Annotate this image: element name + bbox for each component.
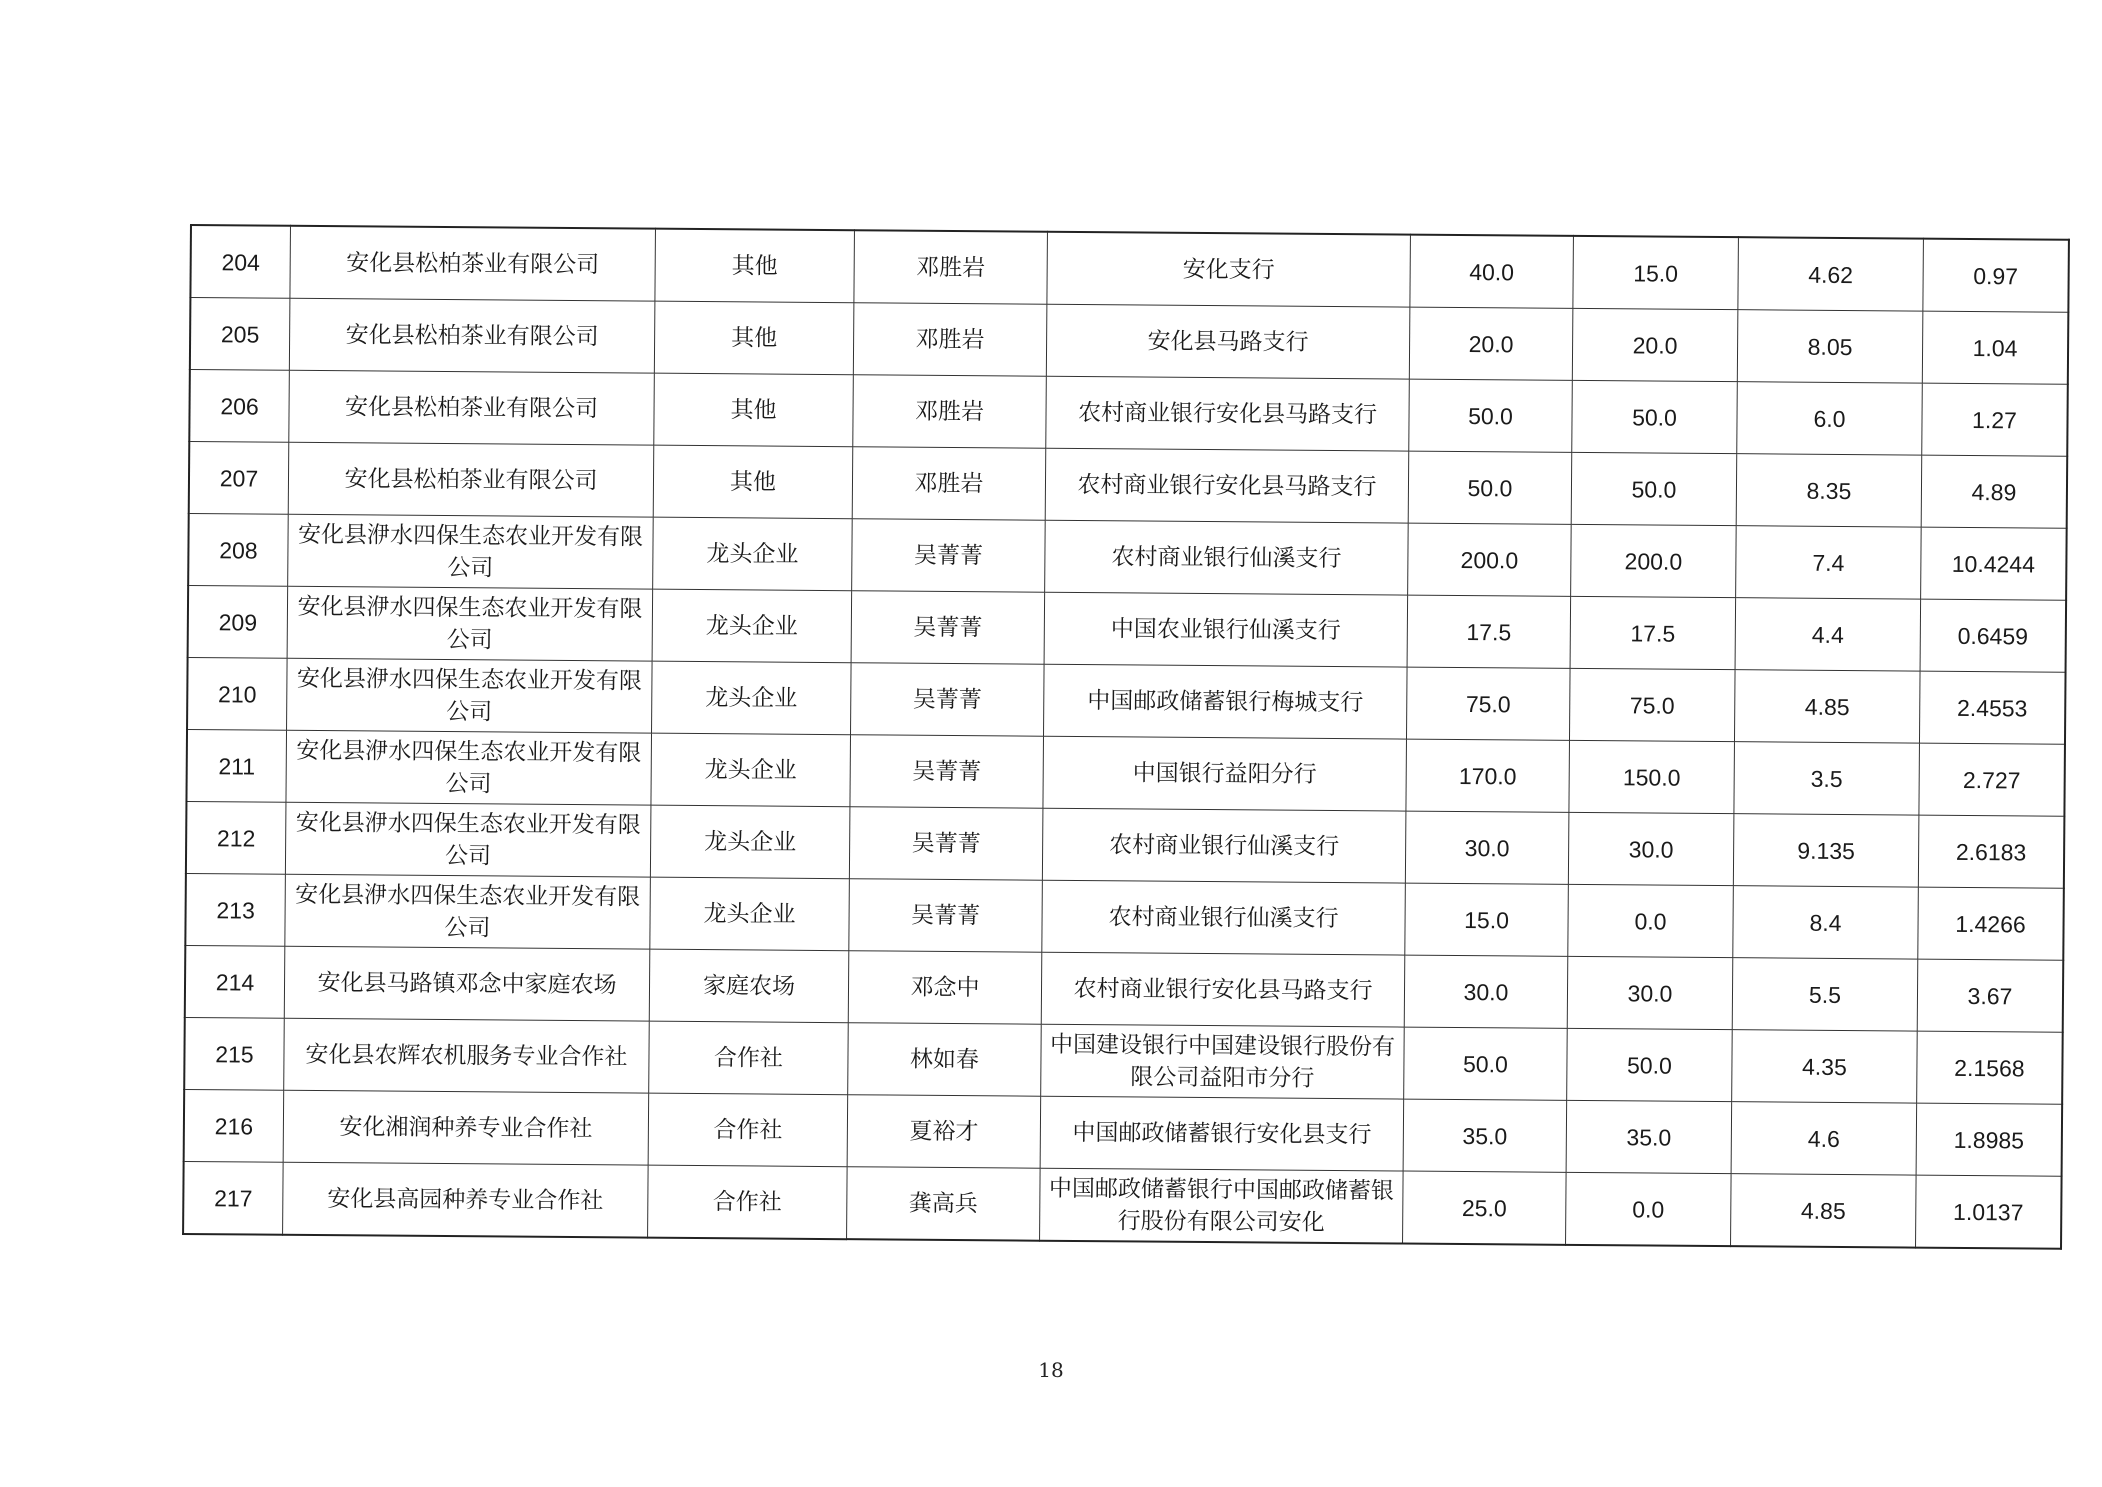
cell-value-3: 8.35 xyxy=(1736,454,1922,527)
cell-row-number: 210 xyxy=(187,657,287,730)
cell-entity-type: 其他 xyxy=(654,373,854,447)
cell-value-4: 1.27 xyxy=(1922,383,2068,456)
cell-value-2: 0.0 xyxy=(1566,1172,1732,1246)
cell-value-3: 4.35 xyxy=(1732,1030,1918,1103)
cell-entity-type: 合作社 xyxy=(648,1165,848,1239)
cell-value-3: 3.5 xyxy=(1734,742,1920,815)
cell-value-4: 3.67 xyxy=(1917,959,2063,1032)
cell-value-3: 4.85 xyxy=(1734,670,1920,743)
cell-value-2: 20.0 xyxy=(1572,308,1738,381)
cell-bank-branch: 农村商业银行仙溪支行 xyxy=(1042,808,1406,883)
cell-value-4: 1.04 xyxy=(1922,311,2068,384)
cell-representative: 邓胜岩 xyxy=(853,303,1047,377)
cell-bank-branch: 农村商业银行仙溪支行 xyxy=(1042,880,1406,955)
cell-value-4: 0.97 xyxy=(1923,239,2069,313)
cell-value-1: 200.0 xyxy=(1408,523,1572,596)
cell-value-3: 4.6 xyxy=(1731,1102,1917,1175)
cell-representative: 邓胜岩 xyxy=(853,375,1047,449)
cell-representative: 吴菁菁 xyxy=(849,879,1043,953)
cell-representative: 吴菁菁 xyxy=(851,591,1045,665)
cell-value-4: 10.4244 xyxy=(1921,527,2067,600)
table-body xyxy=(183,225,2069,1249)
cell-representative: 林如春 xyxy=(848,1023,1042,1097)
cell-row-number: 217 xyxy=(183,1161,283,1234)
cell-value-1: 17.5 xyxy=(1407,595,1571,668)
cell-bank-branch: 农村商业银行安化县马路支行 xyxy=(1041,952,1405,1027)
cell-company-name: 安化县松柏茶业有限公司 xyxy=(290,226,656,301)
cell-value-2: 200.0 xyxy=(1571,524,1737,597)
cell-bank-branch: 中国邮政储蓄银行梅城支行 xyxy=(1044,664,1408,739)
cell-value-3: 7.4 xyxy=(1736,526,1922,599)
cell-row-number: 206 xyxy=(189,370,289,443)
cell-entity-type: 合作社 xyxy=(649,1021,849,1095)
cell-value-2: 150.0 xyxy=(1569,740,1735,813)
page-number: 18 xyxy=(1038,1358,1064,1382)
cell-value-2: 75.0 xyxy=(1569,668,1735,741)
cell-entity-type: 龙头企业 xyxy=(651,733,851,807)
cell-company-name: 安化县洢水四保生态农业开发有限公司 xyxy=(285,802,651,877)
cell-value-1: 30.0 xyxy=(1405,811,1569,884)
cell-value-3: 9.135 xyxy=(1733,814,1919,887)
cell-company-name: 安化县洢水四保生态农业开发有限公司 xyxy=(287,586,653,661)
cell-value-2: 50.0 xyxy=(1571,452,1737,525)
cell-value-3: 6.0 xyxy=(1737,382,1923,455)
cell-value-4: 0.6459 xyxy=(1920,599,2066,672)
cell-value-1: 35.0 xyxy=(1403,1099,1567,1172)
cell-representative: 吴菁菁 xyxy=(850,735,1044,809)
cell-row-number: 214 xyxy=(185,945,285,1018)
cell-value-2: 15.0 xyxy=(1573,236,1739,310)
cell-value-4: 2.727 xyxy=(1919,743,2065,816)
cell-company-name: 安化湘润种养专业合作社 xyxy=(283,1090,649,1165)
cell-company-name: 安化县松柏茶业有限公司 xyxy=(289,298,655,373)
cell-row-number: 215 xyxy=(184,1017,284,1090)
cell-representative: 夏裕才 xyxy=(847,1095,1041,1169)
cell-row-number: 204 xyxy=(190,225,290,298)
cell-bank-branch: 农村商业银行仙溪支行 xyxy=(1045,520,1409,595)
cell-entity-type: 合作社 xyxy=(648,1093,848,1167)
cell-bank-branch: 农村商业银行安化县马路支行 xyxy=(1045,448,1409,523)
cell-company-name: 安化县农辉农机服务专业合作社 xyxy=(284,1018,650,1093)
cell-bank-branch: 中国邮政储蓄银行安化县支行 xyxy=(1040,1096,1404,1171)
cell-representative: 龚高兵 xyxy=(847,1167,1041,1241)
cell-row-number: 208 xyxy=(188,513,288,586)
cell-entity-type: 龙头企业 xyxy=(652,661,852,735)
cell-value-3: 4.4 xyxy=(1735,598,1921,671)
cell-company-name: 安化县马路镇邓念中家庭农场 xyxy=(284,946,650,1021)
cell-value-1: 25.0 xyxy=(1403,1171,1567,1245)
cell-value-2: 50.0 xyxy=(1567,1028,1733,1101)
cell-value-2: 17.5 xyxy=(1570,596,1736,669)
cell-value-1: 50.0 xyxy=(1404,1027,1568,1100)
cell-value-2: 50.0 xyxy=(1572,380,1738,453)
cell-row-number: 212 xyxy=(186,801,286,874)
cell-bank-branch: 中国银行益阳分行 xyxy=(1043,736,1407,811)
cell-row-number: 205 xyxy=(190,298,290,371)
cell-value-2: 0.0 xyxy=(1568,884,1734,957)
cell-representative: 吴菁菁 xyxy=(851,663,1045,737)
cell-value-2: 30.0 xyxy=(1568,812,1734,885)
cell-entity-type: 其他 xyxy=(653,445,853,519)
cell-value-3: 5.5 xyxy=(1732,958,1918,1031)
cell-bank-branch: 中国农业银行仙溪支行 xyxy=(1044,592,1408,667)
cell-value-3: 4.62 xyxy=(1738,237,1924,311)
cell-representative: 吴菁菁 xyxy=(852,519,1046,593)
cell-representative: 邓念中 xyxy=(848,951,1042,1025)
cell-row-number: 213 xyxy=(185,873,285,946)
cell-value-4: 4.89 xyxy=(1921,455,2067,528)
cell-value-1: 20.0 xyxy=(1409,307,1573,380)
cell-entity-type: 其他 xyxy=(654,301,854,375)
cell-entity-type: 家庭农场 xyxy=(649,949,849,1023)
cell-value-4: 1.0137 xyxy=(1916,1175,2062,1249)
cell-value-1: 40.0 xyxy=(1410,235,1574,309)
cell-bank-branch: 安化支行 xyxy=(1047,232,1411,307)
cell-representative: 邓胜岩 xyxy=(852,447,1046,521)
cell-company-name: 安化县洢水四保生态农业开发有限公司 xyxy=(288,514,654,589)
cell-entity-type: 龙头企业 xyxy=(650,877,850,951)
cell-entity-type: 龙头企业 xyxy=(652,589,852,663)
cell-value-2: 30.0 xyxy=(1567,956,1733,1029)
cell-value-1: 30.0 xyxy=(1404,955,1568,1028)
cell-company-name: 安化县洢水四保生态农业开发有限公司 xyxy=(287,658,653,733)
cell-bank-branch: 农村商业银行安化县马路支行 xyxy=(1046,376,1410,451)
cell-entity-type: 龙头企业 xyxy=(653,517,853,591)
cell-company-name: 安化县高园种养专业合作社 xyxy=(283,1162,649,1237)
cell-value-1: 170.0 xyxy=(1406,739,1570,812)
cell-value-4: 2.4553 xyxy=(1919,671,2065,744)
cell-row-number: 207 xyxy=(189,442,289,515)
cell-value-1: 50.0 xyxy=(1409,379,1573,452)
table-row xyxy=(183,1161,2062,1248)
cell-representative: 邓胜岩 xyxy=(854,230,1048,304)
cell-value-3: 4.85 xyxy=(1731,1174,1917,1248)
cell-value-3: 8.05 xyxy=(1737,310,1923,383)
cell-value-4: 2.1568 xyxy=(1917,1031,2063,1104)
cell-value-1: 75.0 xyxy=(1406,667,1570,740)
cell-representative: 吴菁菁 xyxy=(849,807,1043,881)
cell-row-number: 209 xyxy=(188,585,288,658)
cell-company-name: 安化县松柏茶业有限公司 xyxy=(289,370,655,445)
cell-value-3: 8.4 xyxy=(1733,886,1919,959)
cell-value-4: 2.6183 xyxy=(1918,815,2064,888)
cell-company-name: 安化县洢水四保生态农业开发有限公司 xyxy=(286,730,652,805)
cell-value-2: 35.0 xyxy=(1566,1100,1732,1173)
cell-bank-branch: 中国邮政储蓄银行中国邮政储蓄银行股份有限公司安化 xyxy=(1040,1168,1404,1243)
cell-entity-type: 其他 xyxy=(655,229,855,303)
cell-entity-type: 龙头企业 xyxy=(650,805,850,879)
cell-company-name: 安化县洢水四保生态农业开发有限公司 xyxy=(285,874,651,949)
cell-value-4: 1.8985 xyxy=(1916,1103,2062,1176)
cell-row-number: 211 xyxy=(186,729,286,802)
cell-row-number: 216 xyxy=(184,1089,284,1162)
cell-bank-branch: 中国建设银行中国建设银行股份有限公司益阳市分行 xyxy=(1041,1024,1405,1099)
table-container xyxy=(182,224,2036,1249)
cell-value-1: 15.0 xyxy=(1405,883,1569,956)
cell-value-4: 1.4266 xyxy=(1918,887,2064,960)
cell-value-1: 50.0 xyxy=(1408,451,1572,524)
cell-company-name: 安化县松柏茶业有限公司 xyxy=(288,442,654,517)
loan-table xyxy=(182,224,2070,1250)
cell-bank-branch: 安化县马路支行 xyxy=(1046,304,1410,379)
